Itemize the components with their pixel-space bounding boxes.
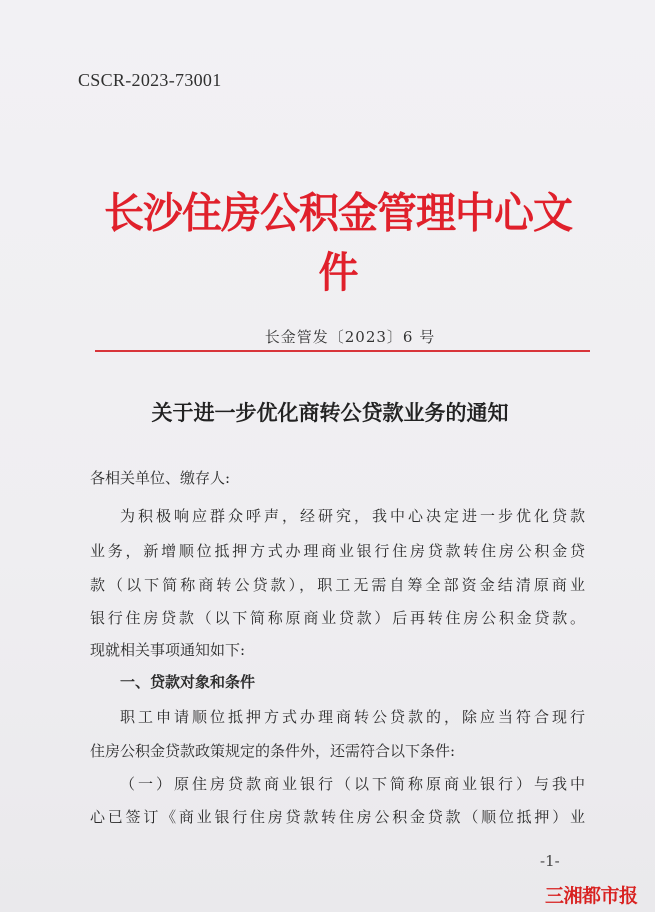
red-divider-line [95, 350, 590, 352]
notice-title: 关于进一步优化商转公贷款业务的通知 [151, 400, 509, 425]
body-line: 住房公积金贷款政策规定的条件外，还需符合以下条件: [90, 742, 456, 760]
body-line: 银行住房贷款（以下简称原商业贷款）后再转住房公积金贷款。 [90, 609, 585, 627]
body-line: 业务，新增顺位抵押方式办理商业银行住房贷款转住房公积金贷 [90, 542, 585, 560]
body-line: 为积极响应群众呼声，经研究，我中心决定进一步优化贷款 [120, 507, 585, 525]
body-line: （一）原住房贷款商业银行（以下简称原商业银行）与我中 [120, 775, 585, 793]
salutation: 各相关单位、缴存人: [90, 469, 231, 487]
body-line: 职工申请顺位抵押方式办理商转公贷款的，除应当符合现行 [120, 708, 585, 726]
body-line: 心已签订《商业银行住房贷款转住房公积金贷款（顺位抵押）业 [90, 808, 585, 826]
body-line: 款（以下简称商转公贷款），职工无需自筹全部资金结清原商业 [90, 576, 585, 594]
page-number: -1- [540, 852, 560, 870]
document-code: CSCR-2023-73001 [78, 70, 222, 90]
body-line: 现就相关事项通知如下: [90, 641, 246, 659]
section-heading: 一、贷款对象和条件 [120, 673, 256, 691]
document-number: 长金管发〔2023〕6 号 [264, 328, 436, 346]
issuing-organization-title: 长沙住房公积金管理中心文件 [104, 188, 572, 298]
watermark-logo: 三湘都市报 [545, 885, 638, 907]
